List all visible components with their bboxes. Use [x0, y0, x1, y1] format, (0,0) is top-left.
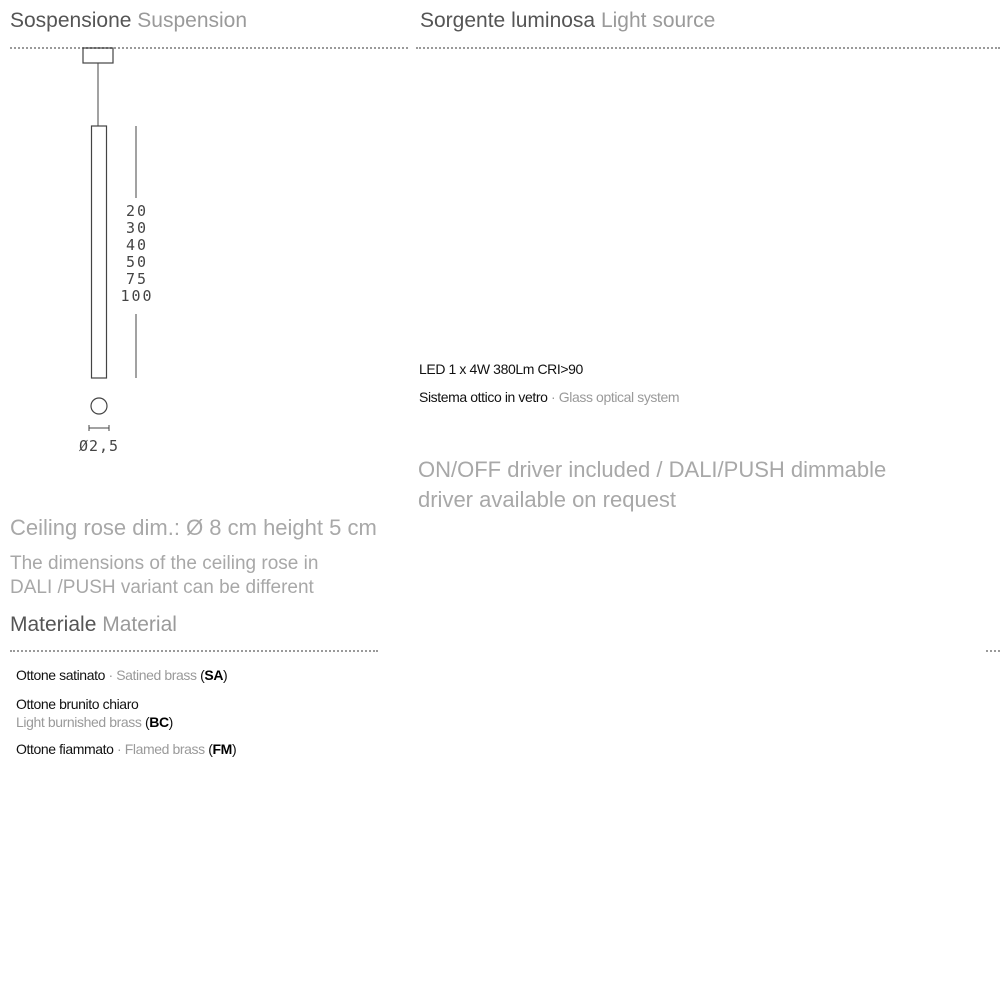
height-value: 100 [120, 287, 154, 305]
material-item-en: Satined brass [116, 667, 197, 683]
optical-system-separator: · [547, 389, 559, 405]
diameter-label: Ø2,5 [78, 437, 120, 455]
ceiling-rose-dimensions: Ceiling rose dim.: Ø 8 cm height 5 cm [10, 515, 377, 540]
pendant-technical-drawing [0, 0, 200, 460]
optical-system [419, 389, 679, 405]
material-code: BC [149, 714, 169, 730]
height-value: 30 [125, 219, 149, 237]
led-spec: LED 1 x 4W 380Lm CRI>90 [419, 361, 583, 377]
ceiling-rose-note-line-1: The dimensions of the ceiling rose in [10, 553, 319, 574]
height-value: 75 [125, 270, 149, 288]
material-item-flamed-brass: Ottone fiammato · Flamed brass (FM) [16, 741, 237, 757]
material-item-it: Ottone satinato [16, 667, 105, 683]
ceiling-rose-shape [83, 48, 113, 63]
material-divider-right [986, 650, 1000, 652]
material-title [10, 613, 177, 637]
suspension-title-it: Sospensione [10, 9, 132, 32]
light-source-title [420, 9, 715, 33]
material-divider [10, 650, 378, 652]
driver-info-line-2: driver available on request [418, 487, 677, 512]
height-value: 20 [125, 202, 149, 220]
light-source-divider [416, 47, 1000, 49]
material-item-it: Ottone fiammato [16, 741, 114, 757]
height-value: 50 [125, 253, 149, 271]
material-item-separator: · [113, 741, 125, 757]
material-item-en: Flamed brass [124, 741, 205, 757]
material-code: FM [212, 741, 232, 757]
optical-system-it: Sistema ottico in vetro [419, 389, 548, 405]
material-code: SA [204, 667, 224, 683]
light-source-title-it: Sorgente luminosa [420, 9, 596, 32]
ceiling-rose-note [10, 552, 318, 600]
material-item-en: Light burnished brass [16, 714, 142, 730]
material-title-it: Materiale [10, 613, 97, 636]
material-item-separator: · [104, 667, 117, 683]
light-source-title-en: Light source [600, 9, 716, 32]
ceiling-rose-note-line-2: DALI /PUSH variant can be different [10, 577, 314, 598]
pendant-tube-shape [92, 126, 107, 378]
height-value: 40 [125, 236, 149, 254]
optical-system-en: Glass optical system [558, 389, 680, 405]
suspension-title-en: Suspension [137, 9, 248, 32]
material-item-light-burnished-brass: Ottone brunito chiaro Light burnished brass (BC) [16, 696, 173, 730]
material-item-satined-brass: Ottone satinato · Satined brass (SA) [16, 667, 228, 683]
tube-section-circle [91, 398, 107, 414]
driver-info [418, 455, 886, 515]
driver-info-line-1: ON/OFF driver included / DALI/PUSH dimmable [418, 457, 887, 482]
material-item-it: Ottone brunito chiaro [16, 696, 139, 712]
material-title-en: Material [102, 613, 177, 636]
